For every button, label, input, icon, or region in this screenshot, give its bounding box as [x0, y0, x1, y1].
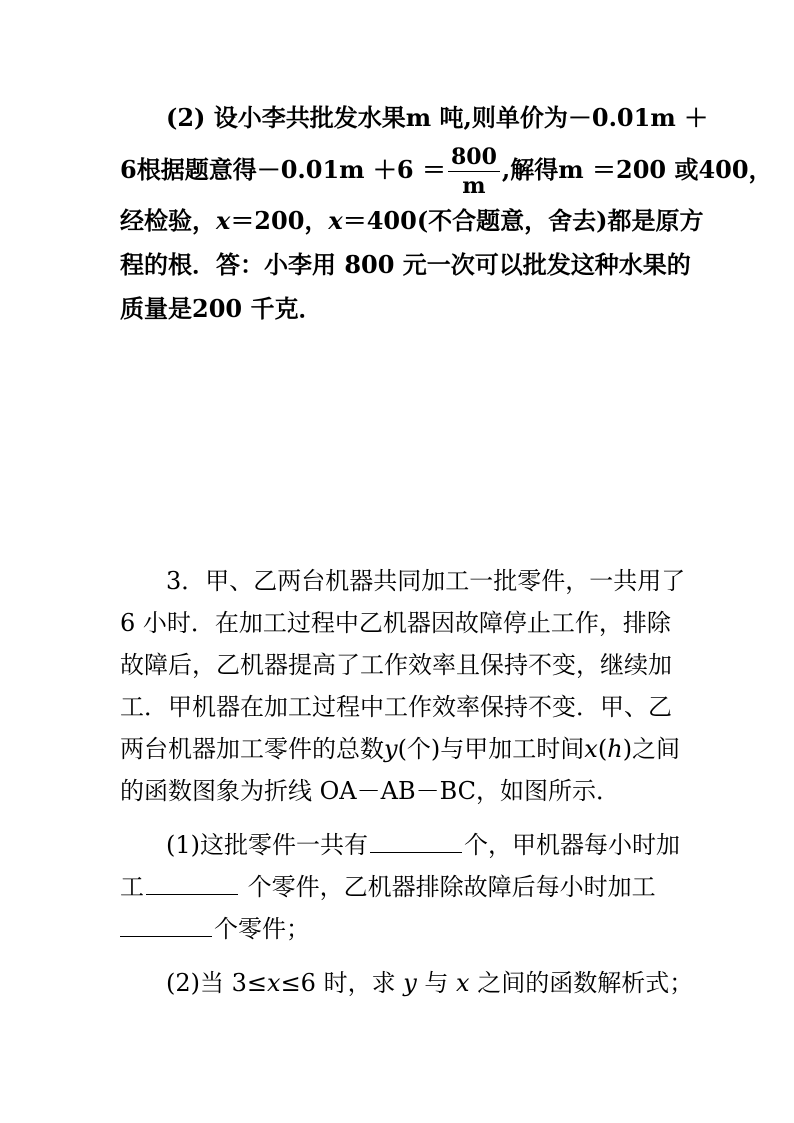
question-text: 之间的函数解析式；: [469, 969, 694, 997]
problem-text: )之间: [622, 735, 681, 763]
variable-y: y: [403, 969, 417, 997]
question-text: 个零件，乙机器排除故障后每小时加工: [240, 873, 656, 901]
problem-line-5: [120, 726, 681, 772]
solution-text: (2) 设小李共批发水果m 吨,则单价为－0.01m ＋: [166, 103, 709, 132]
variable-x: x: [584, 735, 598, 763]
answer-blank-total[interactable]: [370, 822, 462, 853]
problem-text: (: [597, 735, 608, 763]
answer-blank-machine-b-rate[interactable]: [120, 906, 212, 937]
solution-line-5: [120, 286, 676, 332]
solution-line-4: [120, 242, 691, 288]
question-text: 工: [120, 873, 144, 901]
solution-line-2: [120, 144, 773, 199]
solution-line-1: [166, 95, 709, 141]
solution-text: 程的根．答：小李用 800 元一次可以批发这种水果的: [120, 250, 691, 279]
solution-text: ＝400(不合题意，舍去)都是原方: [342, 206, 704, 235]
question-1-line-1: [166, 822, 680, 868]
problem-line-4: [120, 684, 676, 730]
question-text: (1)这批零件一共有: [166, 831, 368, 859]
variable-x: x: [216, 206, 231, 235]
problem-text: 6 小时．在加工过程中乙机器因故障停止工作，排除: [120, 609, 671, 637]
fraction-denominator: m: [462, 173, 486, 199]
question-text: 个，甲机器每小时加: [464, 831, 680, 859]
problem-text: (个)与甲加工时间: [397, 735, 585, 763]
question-2-line: [166, 960, 694, 1006]
solution-line-3: [120, 198, 704, 244]
answer-blank-machine-a-rate[interactable]: [146, 864, 238, 895]
fraction: [448, 146, 500, 197]
question-text: 与: [416, 969, 457, 997]
fraction-numerator: 800: [448, 146, 500, 172]
variable-x: x: [328, 206, 343, 235]
variable-x: x: [267, 969, 281, 997]
problem-line-2: [120, 600, 676, 646]
solution-text: ＝200，: [230, 206, 329, 235]
question-1-line-2: [120, 864, 676, 910]
question-1-line-3: [120, 906, 676, 952]
question-text: 个零件；: [214, 915, 310, 943]
problem-line-6: [120, 768, 676, 814]
solution-text: 质量是200 千克．: [120, 294, 323, 323]
problem-text: 的函数图象为折线 OA－AB－BC，如图所示．: [120, 777, 621, 805]
variable-h: h: [607, 735, 623, 763]
problem-text: 故障后，乙机器提高了工作效率且保持不变，继续加: [120, 651, 672, 679]
question-text: ≤6 时，求: [280, 969, 404, 997]
variable-x: x: [456, 969, 470, 997]
problem-line-3: [120, 642, 676, 688]
problem-text: 两台机器加工零件的总数: [120, 735, 384, 763]
question-text: (2)当 3≤: [166, 969, 268, 997]
problem-text: 3．甲、乙两台机器共同加工一批零件，一共用了: [166, 567, 686, 595]
problem-line-1: [166, 558, 686, 604]
solution-text: 经检验，: [120, 206, 216, 235]
variable-y: y: [384, 735, 398, 763]
solution-text: ,解得m ＝200 或400，: [501, 155, 773, 184]
solution-text: 6根据题意得－0.01m ＋6 ＝: [120, 155, 446, 184]
problem-text: 工．甲机器在加工过程中工作效率保持不变．甲、乙: [120, 693, 672, 721]
